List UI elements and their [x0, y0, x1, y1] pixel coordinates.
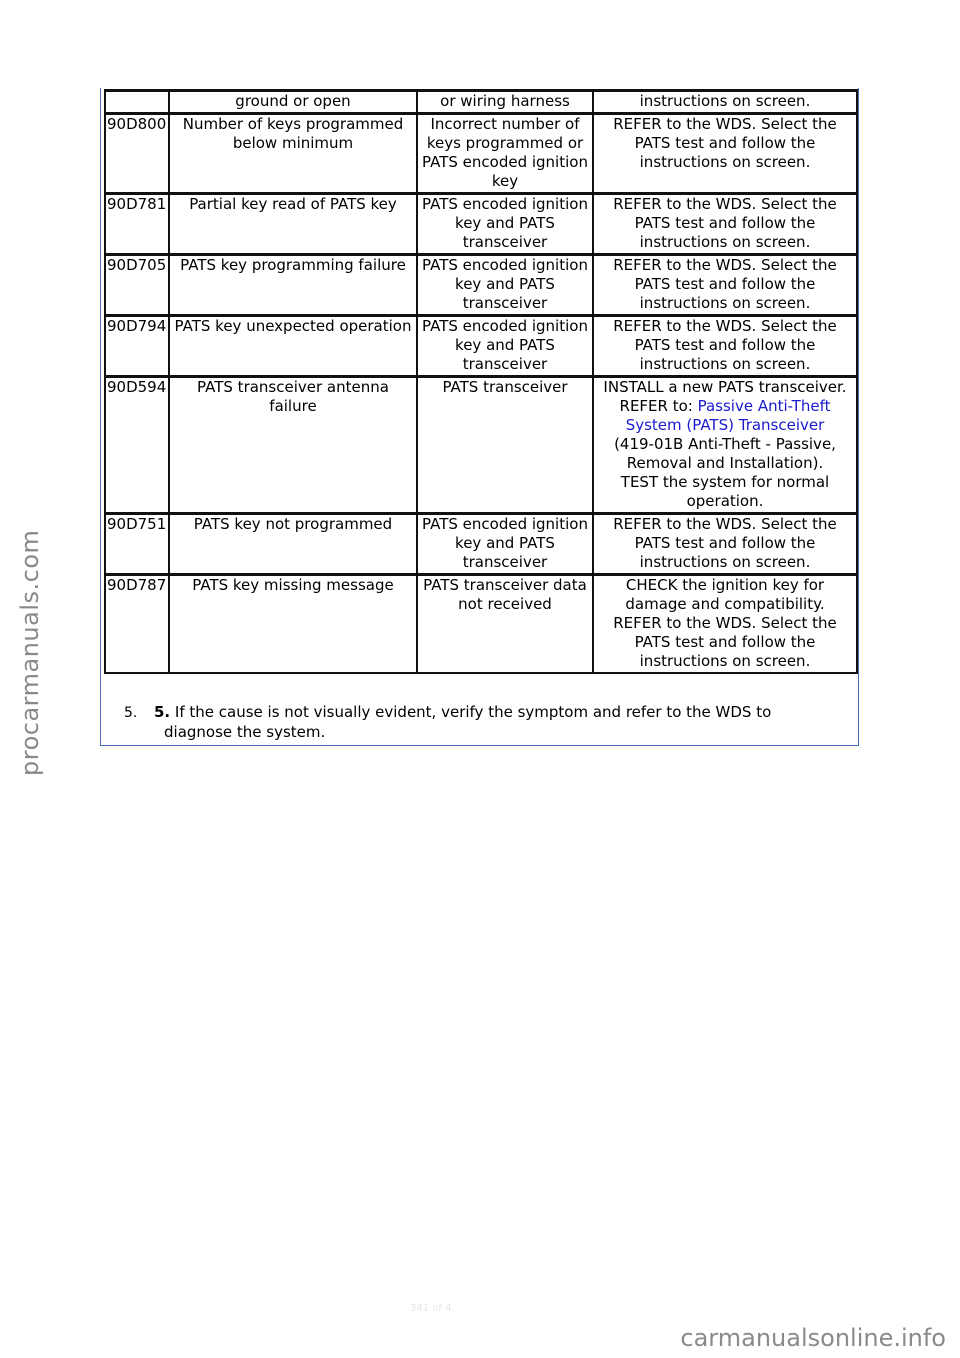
dtc-code: 90D751	[105, 514, 169, 575]
table-row	[105, 377, 857, 514]
dtc-cause: PATS encoded ignition key and PATS transceiver	[417, 316, 593, 377]
table-row	[105, 194, 857, 255]
dtc-code: 90D787	[105, 575, 169, 674]
dtc-description: Partial key read of PATS key	[169, 194, 417, 255]
action-text: instructions on screen.	[639, 92, 811, 110]
dtc-code: 90D794	[105, 316, 169, 377]
dtc-cause: PATS encoded ignition key and PATS transceiver	[417, 194, 593, 255]
action-text: REFER to the WDS. Select the PATS test and follow the instructions on screen.	[613, 515, 837, 571]
dtc-description: PATS key not programmed	[169, 514, 417, 575]
action-text: REFER to the WDS. Select the PATS test and follow the instructions on screen.	[613, 614, 837, 670]
dtc-cause: PATS transceiver	[417, 377, 593, 514]
step-text-line1: If the cause is not visually evident, verify the symptom and refer to the WDS to	[170, 703, 772, 721]
dtc-cause: Incorrect number of keys programmed or PATS encoded ignition key	[417, 114, 593, 194]
action-text: TEST the system for normal operation.	[620, 473, 830, 510]
side-watermark: procarmanuals.com	[16, 529, 44, 776]
dtc-action	[593, 91, 857, 114]
dtc-code: 90D800	[105, 114, 169, 194]
pats-transceiver-link[interactable]: Passive Anti-Theft System (PATS) Transceiver	[625, 397, 831, 434]
table-row	[105, 255, 857, 316]
dtc-action	[593, 194, 857, 255]
action-text: REFER to the WDS. Select the PATS test and follow the instructions on screen.	[613, 317, 837, 373]
dtc-code: 90D781	[105, 194, 169, 255]
table-row	[105, 114, 857, 194]
dtc-description: PATS key missing message	[169, 575, 417, 674]
dtc-description: ground or open	[169, 91, 417, 114]
dtc-action	[593, 316, 857, 377]
step-number: 5.	[124, 705, 138, 721]
action-text: CHECK the ignition key for damage and compatibility.	[625, 576, 825, 613]
action-text: REFER to the WDS. Select the PATS test and follow the instructions on screen.	[613, 256, 837, 312]
step-text	[154, 702, 844, 722]
dtc-description: PATS transceiver antenna failure	[169, 377, 417, 514]
dtc-action	[593, 377, 857, 514]
table-row	[105, 91, 857, 114]
step-bold-number: 5.	[154, 703, 171, 721]
dtc-table	[104, 89, 858, 674]
page-number: 341 of 4..	[410, 1303, 458, 1314]
dtc-action	[593, 255, 857, 316]
dtc-code: 90D594	[105, 377, 169, 514]
dtc-description: PATS key unexpected operation	[169, 316, 417, 377]
action-text: REFER to the WDS. Select the PATS test and follow the instructions on screen.	[613, 195, 837, 251]
dtc-description: Number of keys programmed below minimum	[169, 114, 417, 194]
dtc-cause: PATS transceiver data not received	[417, 575, 593, 674]
refer-line	[596, 397, 854, 435]
dtc-cause: PATS encoded ignition key and PATS transceiver	[417, 514, 593, 575]
action-text: INSTALL a new PATS transceiver.	[603, 378, 847, 396]
dtc-action	[593, 514, 857, 575]
action-text: REFER to the WDS. Select the PATS test and follow the instructions on screen.	[613, 115, 837, 171]
table-row	[105, 575, 857, 674]
dtc-cause: PATS encoded ignition key and PATS transceiver	[417, 255, 593, 316]
step-5	[124, 702, 844, 742]
table-row	[105, 514, 857, 575]
footer-watermark: carmanualsonline.info	[680, 1324, 946, 1352]
dtc-action	[593, 575, 857, 674]
dtc-description: PATS key programming failure	[169, 255, 417, 316]
dtc-cause: or wiring harness	[417, 91, 593, 114]
refer-prefix: REFER to:	[619, 397, 698, 415]
dtc-code	[105, 91, 169, 114]
refer-suffix: (419-01B Anti-Theft - Passive, Removal and Installation).	[614, 435, 836, 472]
dtc-action	[593, 114, 857, 194]
table-row	[105, 316, 857, 377]
dtc-code: 90D705	[105, 255, 169, 316]
step-text-line2: diagnose the system.	[164, 723, 326, 741]
